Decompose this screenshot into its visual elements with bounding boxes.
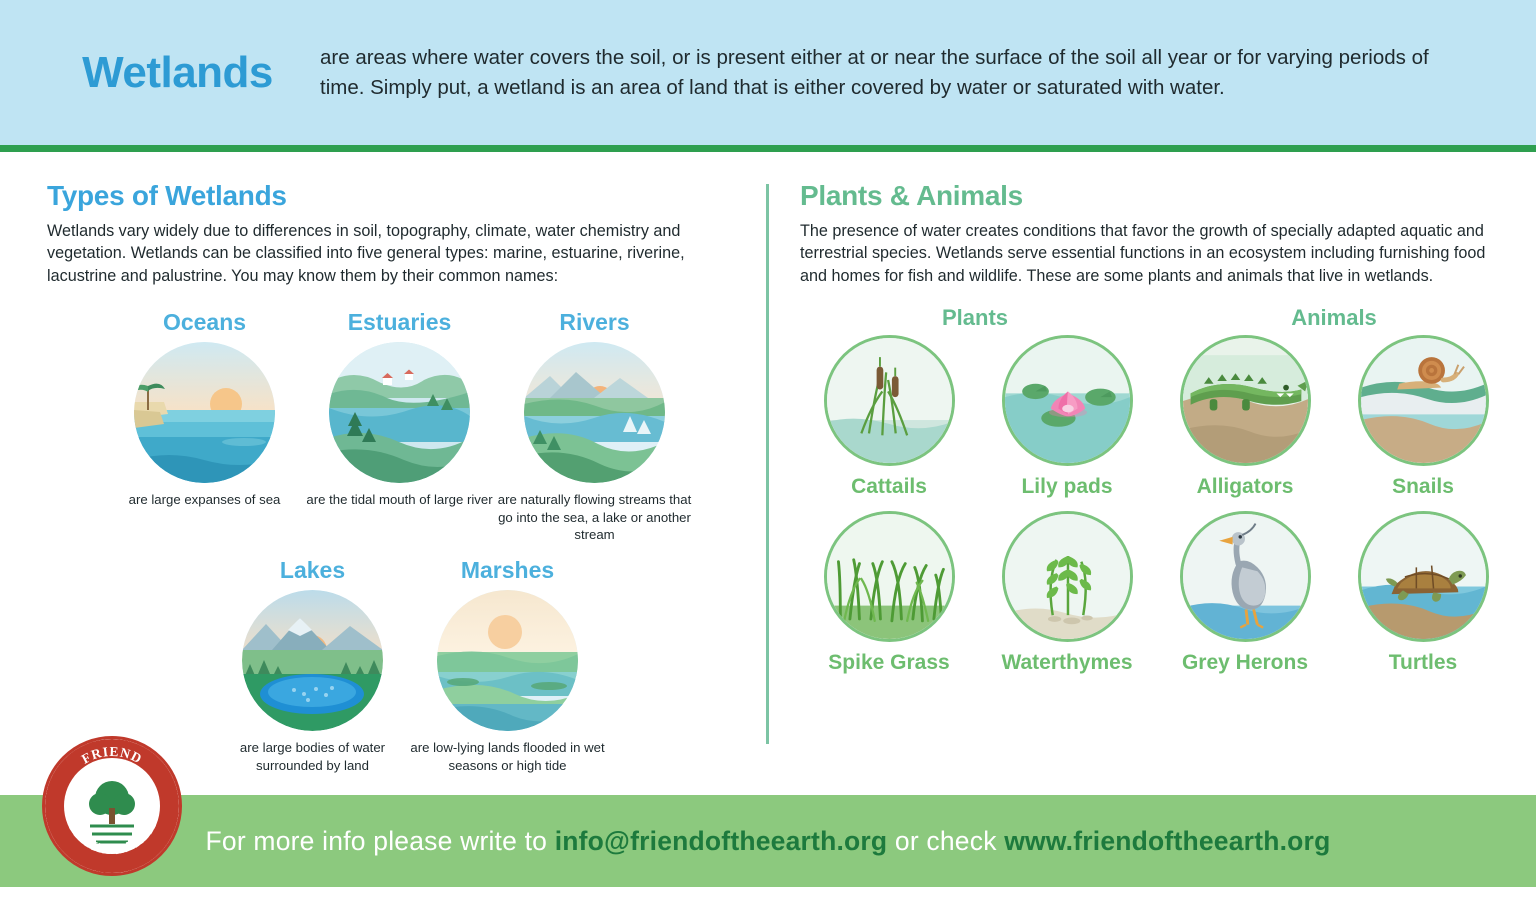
type-card-marshes xyxy=(410,557,605,774)
species-label-waterthymes: Waterthymes xyxy=(1001,651,1133,675)
grey-heron-icon xyxy=(1180,511,1311,642)
turtle-icon xyxy=(1358,511,1489,642)
types-of-wetlands-section xyxy=(47,180,747,774)
type-caption-rivers: are naturally flowing streams that go into the sea, a lake or another stream xyxy=(497,492,692,542)
species-label-alligators: Alligators xyxy=(1196,475,1294,499)
marsh-illustration-icon xyxy=(437,590,578,731)
group-heading-animals: Animals xyxy=(1291,305,1377,331)
ocean-illustration-icon xyxy=(134,342,275,483)
river-illustration-icon xyxy=(524,342,665,483)
lily-pads-icon xyxy=(1002,335,1133,466)
types-row-1 xyxy=(107,309,747,543)
header-banner xyxy=(0,0,1536,145)
type-title-estuaries: Estuaries xyxy=(347,309,452,336)
species-cell-waterthymes xyxy=(978,511,1156,675)
type-caption-lakes: are large bodies of water surrounded by land xyxy=(239,740,386,773)
header-divider-rule xyxy=(0,145,1536,152)
type-card-lakes xyxy=(215,557,410,774)
species-cell-greyherons xyxy=(1156,511,1334,675)
body-area xyxy=(0,152,1536,795)
type-title-oceans: Oceans xyxy=(162,309,247,336)
group-headings-row xyxy=(800,305,1512,331)
spike-grass-icon xyxy=(824,511,955,642)
species-cell-snails xyxy=(1334,335,1512,499)
header-description: are areas where water covers the soil, or is present either at or near the surface of the soil all year or for varying periods of time. Simply put, a wetland is an area of land that is either covered by water or saturated with water. xyxy=(320,46,1429,99)
species-label-cattails: Cattails xyxy=(851,475,927,499)
species-label-lilypads: Lily pads xyxy=(1021,475,1113,499)
logo-top-text: FRIEND xyxy=(78,743,145,767)
estuary-illustration-icon xyxy=(329,342,470,483)
column-divider xyxy=(766,184,769,744)
waterthyme-icon xyxy=(1002,511,1133,642)
type-title-rivers: Rivers xyxy=(559,309,630,336)
plants-animals-heading: Plants & Animals xyxy=(800,180,1023,211)
page-title: Wetlands xyxy=(82,47,273,97)
plants-and-animals-section xyxy=(800,180,1512,687)
logo-ring-text xyxy=(45,739,179,873)
cattails-icon xyxy=(824,335,955,466)
types-heading: Types of Wetlands xyxy=(47,180,287,211)
type-caption-estuaries: are the tidal mouth of large river xyxy=(306,492,493,508)
footer-website-link[interactable]: www.friendoftheearth.org xyxy=(1004,825,1331,856)
species-label-greyherons: Grey Herons xyxy=(1181,651,1309,675)
friend-of-the-earth-logo xyxy=(42,736,182,876)
species-cell-lilypads xyxy=(978,335,1156,499)
type-card-estuaries xyxy=(302,309,497,543)
group-heading-plants: Plants xyxy=(941,305,1009,331)
species-cell-alligators xyxy=(1156,335,1334,499)
species-cell-turtles xyxy=(1334,511,1512,675)
types-description: Wetlands vary widely due to differences in soil, topography, climate, water chemistry and vegetation. Wetlands can be classified into five general types: marine, estuarine, riverine, lacustrine and palustrine. You may know them by their common names: xyxy=(47,222,685,285)
footer-banner xyxy=(0,795,1536,887)
type-title-marshes: Marshes xyxy=(460,557,555,584)
footer-mid-text: or check xyxy=(887,825,1005,856)
type-card-oceans xyxy=(107,309,302,543)
type-caption-oceans: are large expanses of sea xyxy=(128,492,281,508)
footer-bottom-strip xyxy=(0,887,1536,909)
type-title-lakes: Lakes xyxy=(279,557,346,584)
species-label-snails: Snails xyxy=(1392,475,1454,499)
alligator-icon xyxy=(1180,335,1311,466)
plants-animals-description: The presence of water creates conditions that favor the growth of specially adapted aquatic and terrestrial species. Wetlands serve essential functions in an ecosystem including furnishing food and homes for fish and wildlife. These are some plants and animals that live in wetlands. xyxy=(800,222,1486,285)
types-row-2 xyxy=(215,557,747,774)
species-cell-cattails xyxy=(800,335,978,499)
type-card-rivers xyxy=(497,309,692,543)
species-label-turtles: Turtles xyxy=(1388,651,1458,675)
species-label-spikegrass: Spike Grass xyxy=(828,651,950,675)
logo-bottom-text: OF THE EARTH xyxy=(64,818,160,858)
footer-email-link[interactable]: info@friendoftheearth.org xyxy=(554,825,888,856)
type-caption-marshes: are low-lying lands flooded in wet seasons or high tide xyxy=(410,740,605,773)
species-grid xyxy=(800,335,1512,687)
footer-contact-text xyxy=(206,826,1331,857)
snail-icon xyxy=(1358,335,1489,466)
lake-illustration-icon xyxy=(242,590,383,731)
footer-pre-text: For more info please write to xyxy=(205,825,555,856)
species-cell-spikegrass xyxy=(800,511,978,675)
logo-inner-ring xyxy=(45,739,179,873)
